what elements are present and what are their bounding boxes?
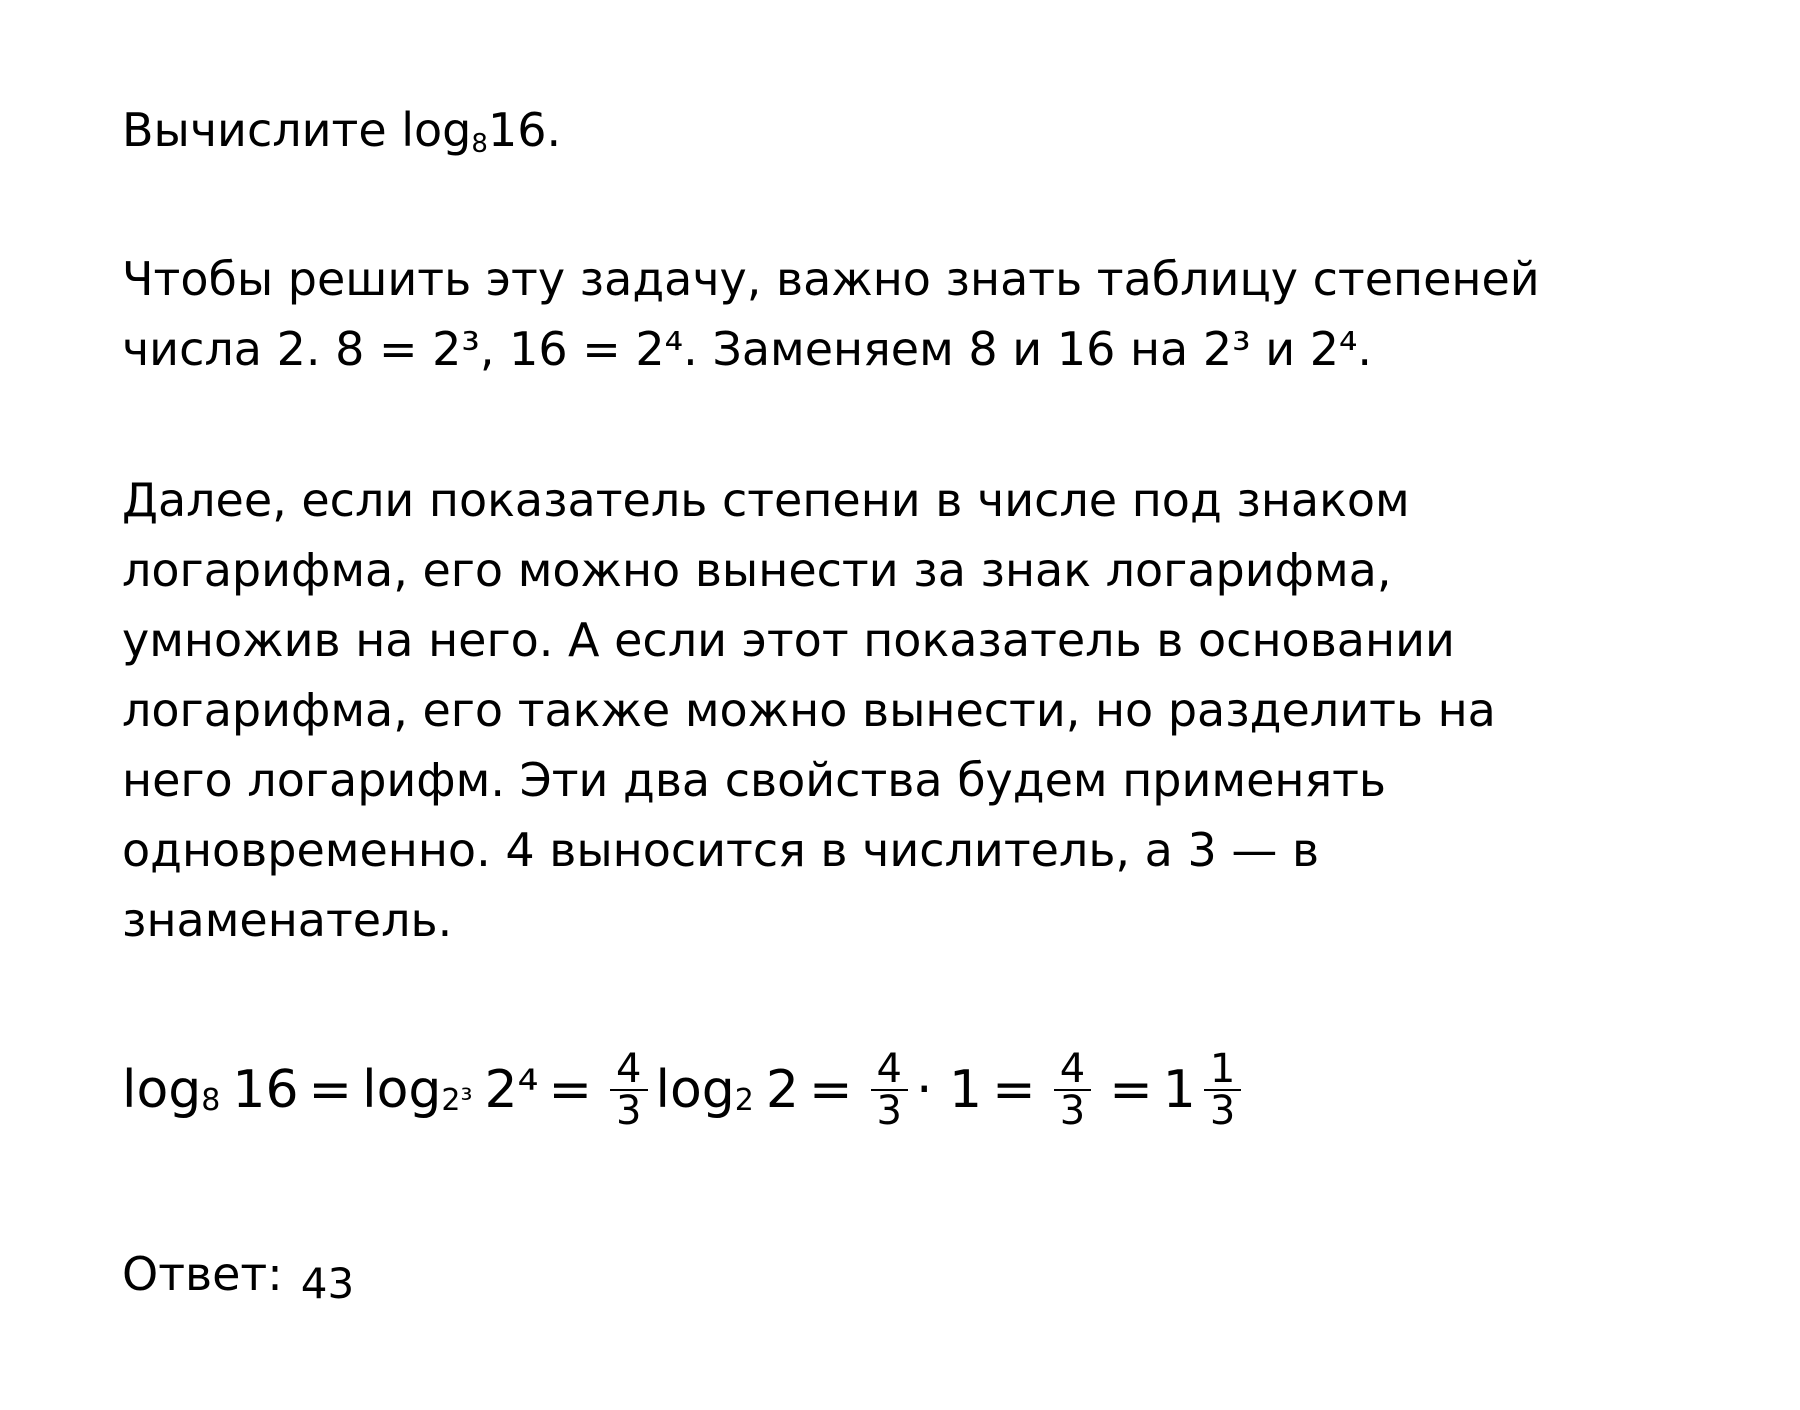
paragraph-line: знаменатель. bbox=[122, 893, 453, 947]
log-argument: 2⁴ bbox=[484, 1060, 539, 1120]
fraction bbox=[871, 1046, 908, 1134]
paragraph-line: логарифма, его также можно вынести, но разделить на bbox=[122, 683, 1496, 737]
paragraph-line: одновременно. 4 выносится в числитель, а 3 — в bbox=[122, 823, 1320, 877]
paragraph-line: умножив на него. А если этот показатель в основании bbox=[122, 613, 1455, 667]
paragraph-line: числа 2. 8 = 2³, 16 = 2⁴. Заменяем 8 и 16 на 2³ и 2⁴. bbox=[122, 322, 1373, 376]
solution-formula bbox=[122, 1040, 1249, 1140]
task-log-base: 8 bbox=[471, 129, 488, 159]
fraction-numerator: 1 bbox=[1204, 1049, 1241, 1091]
equals-sign: = bbox=[808, 1060, 853, 1120]
log-argument: 2 bbox=[765, 1060, 799, 1120]
fraction-denominator: 3 bbox=[1059, 1088, 1086, 1134]
explanation-paragraph-2 bbox=[122, 465, 1496, 955]
fraction-numerator: 4 bbox=[1054, 1049, 1091, 1091]
task-prefix: Вычислите log bbox=[122, 103, 472, 157]
multiply-by-one: · 1 bbox=[916, 1060, 983, 1120]
fraction bbox=[1054, 1046, 1091, 1134]
fraction-denominator: 3 bbox=[616, 1088, 642, 1134]
fraction bbox=[1204, 1046, 1241, 1134]
answer-value: 43 bbox=[300, 1259, 355, 1308]
fraction-denominator: 3 bbox=[876, 1088, 902, 1134]
fraction-numerator: 4 bbox=[871, 1049, 908, 1091]
paragraph-line: Далее, если показатель степени в числе под знаком bbox=[122, 473, 1410, 527]
explanation-paragraph-1 bbox=[122, 244, 1540, 384]
fraction-numerator: 4 bbox=[610, 1049, 647, 1091]
equals-sign: = bbox=[308, 1060, 353, 1120]
equals-sign: = bbox=[992, 1060, 1036, 1120]
log-text: log bbox=[655, 1060, 735, 1120]
log-text: log bbox=[362, 1060, 442, 1120]
paragraph-line: логарифма, его можно вынести за знак логарифма, bbox=[122, 543, 1392, 597]
task-argument: 16. bbox=[487, 103, 562, 157]
paragraph-line: него логарифм. Эти два свойства будем применять bbox=[122, 753, 1387, 807]
fraction-denominator: 3 bbox=[1209, 1088, 1236, 1134]
equals-sign: = bbox=[548, 1060, 593, 1120]
log-base: 2³ bbox=[441, 1082, 473, 1118]
mixed-number-whole: 1 bbox=[1162, 1060, 1196, 1120]
log-text: log bbox=[122, 1060, 202, 1120]
log-base: 2 bbox=[734, 1082, 754, 1118]
equals-sign: = bbox=[1109, 1060, 1153, 1120]
answer-label: Ответ: bbox=[122, 1247, 283, 1301]
task-statement bbox=[122, 95, 561, 173]
log-argument: 16 bbox=[232, 1060, 299, 1120]
log-base: 8 bbox=[201, 1082, 221, 1118]
fraction bbox=[610, 1046, 647, 1134]
paragraph-line: Чтобы решить эту задачу, важно знать таблицу степеней bbox=[122, 252, 1540, 306]
answer-line bbox=[122, 1247, 355, 1308]
